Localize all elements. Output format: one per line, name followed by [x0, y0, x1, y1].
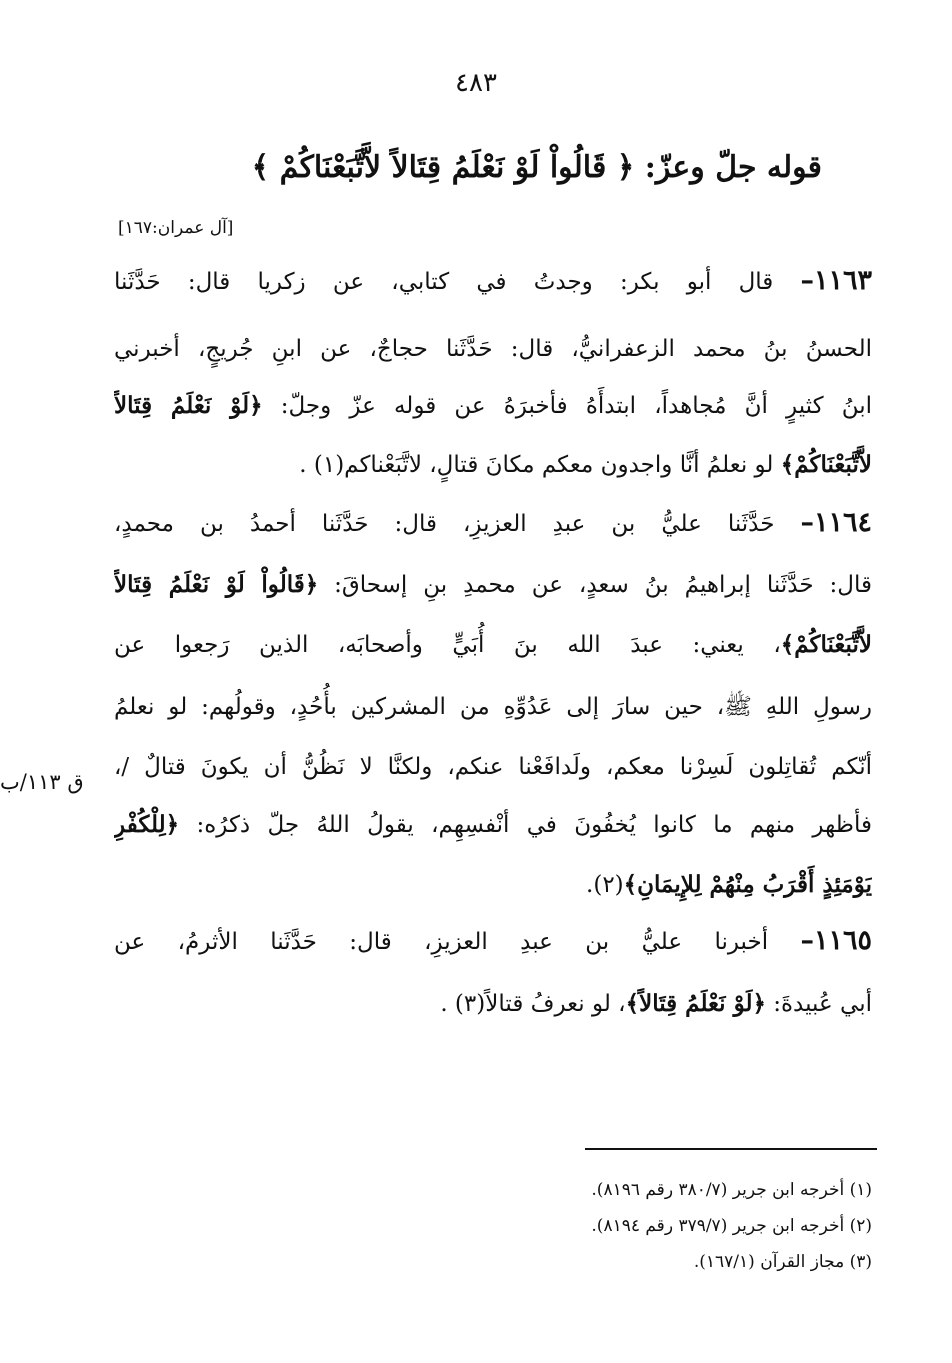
line-text: أنّكم تُقاتِلون لَسِرْنا معكم، ولَدافَعْنا عنكم، ولكنَّا لا نَظُنُّ أن يكونَ قتالٌ /،	[114, 754, 872, 780]
text-line	[114, 253, 872, 309]
line-text: أبي عُبيدةَ:	[765, 991, 872, 1017]
section-heading: قوله جلّ وعزّ: ﴿ قَالُواْ لَوْ نَعْلَمُ قِتَالاً لاَّتَّبَعْنَاكُمْ ﴾	[251, 150, 822, 185]
quran-quote: ﴿قَالُواْ لَوْ نَعْلَمُ قِتَالاً	[114, 571, 319, 598]
footnote: (١) أخرجه ابن جرير (٣٨٠/٧ رقم ٨١٩٦).	[591, 1180, 872, 1200]
text-line	[114, 556, 872, 612]
quran-quote: ﴿لَوْ نَعْلَمُ قِتَالاً﴾	[625, 990, 766, 1017]
line-text: رسولِ اللهِ ﷺ، حين سارَ إلى عَدُوِّهِ من المشركين بأُحُدٍ، وقولُهم: لو نعلمُ	[114, 694, 872, 720]
text-line	[114, 377, 872, 433]
text-line	[114, 495, 872, 551]
hadith-number: ١١٦٣–	[800, 265, 872, 296]
text-line	[114, 738, 872, 794]
text-line	[114, 616, 872, 672]
quran-quote: ﴿لِلْكُفْرِ	[114, 811, 180, 838]
quran-quote: لاَّتَّبَعْنَاكُمْ﴾	[780, 631, 872, 658]
quran-quote: يَوْمَئِذٍ أَقْرَبُ مِنْهُمْ لِلإِيمَانِ﴾	[623, 871, 872, 898]
footnote: (٢) أخرجه ابن جرير (٣٧٩/٧ رقم ٨١٩٤).	[591, 1216, 872, 1236]
quran-quote: لاَّتَّبَعْنَاكُمْ﴾	[780, 451, 872, 478]
text-line	[114, 913, 872, 969]
text-line	[114, 975, 872, 1031]
manuscript-folio-note: ق ١١٣/ب	[0, 770, 84, 794]
surah-reference: [آل عمران:١٦٧]	[118, 218, 234, 238]
text-line	[114, 856, 872, 912]
line-text: الحسنُ بنُ محمد الزعفرانيُّ، قال: حَدَّثَنا حجاجٌ، عن ابنِ جُريجٍ، أخبرني	[114, 336, 872, 362]
text-line	[114, 796, 872, 852]
line-text: قال: حَدَّثَنا إبراهيمُ بنُ سعدٍ، عن محمدِ بنِ إسحاقَ:	[318, 572, 872, 598]
page-number: ٤٨٣	[455, 68, 497, 98]
footnote-separator	[585, 1148, 877, 1150]
text-line	[114, 678, 872, 734]
line-text: ابنُ كثيرٍ أنَّ مُجاهداً، ابتدأَهُ فأخبرَهُ عن قوله عزّ وجلّ:	[262, 393, 872, 419]
quran-quote: ﴿لَوْ نَعْلَمُ قِتَالاً	[114, 392, 263, 419]
line-text: حَدَّثَنا عليُّ بن عبدِ العزيزِ، قال: حَدَّثَنا أحمدُ بن محمدٍ،	[114, 511, 801, 537]
hadith-number: ١١٦٥–	[800, 925, 872, 956]
line-text: ، يعني: عبدَ الله بنَ أُبَيٍّ وأصحابَه، الذين رَجعوا عن	[114, 632, 781, 658]
line-text: لو نعلمُ أنَّا واجدون معكم مكانَ قتالٍ، لاتَّبَعْناكم(١) .	[299, 452, 781, 478]
text-line	[114, 436, 872, 492]
line-text: قال أبو بكر: وجدتُ في كتابي، عن زكريا قال: حَدَّثَنا	[114, 269, 801, 295]
footnote: (٣) مجاز القرآن (١٦٧/١).	[693, 1252, 872, 1272]
line-text: فأظهر منهم ما كانوا يُخفُونَ في أنْفسِهِم، يقولُ اللهُ جلّ ذكرُه:	[179, 812, 872, 838]
line-text: (٢).	[586, 872, 624, 898]
line-text: أخبرنا عليُّ بن عبدِ العزيزِ، قال: حَدَّثَنا الأثرمُ، عن	[114, 929, 801, 955]
hadith-number: ١١٦٤–	[800, 507, 872, 538]
text-line	[114, 320, 872, 376]
line-text: ، لو نعرفُ قتالاً(٣) .	[440, 991, 626, 1017]
